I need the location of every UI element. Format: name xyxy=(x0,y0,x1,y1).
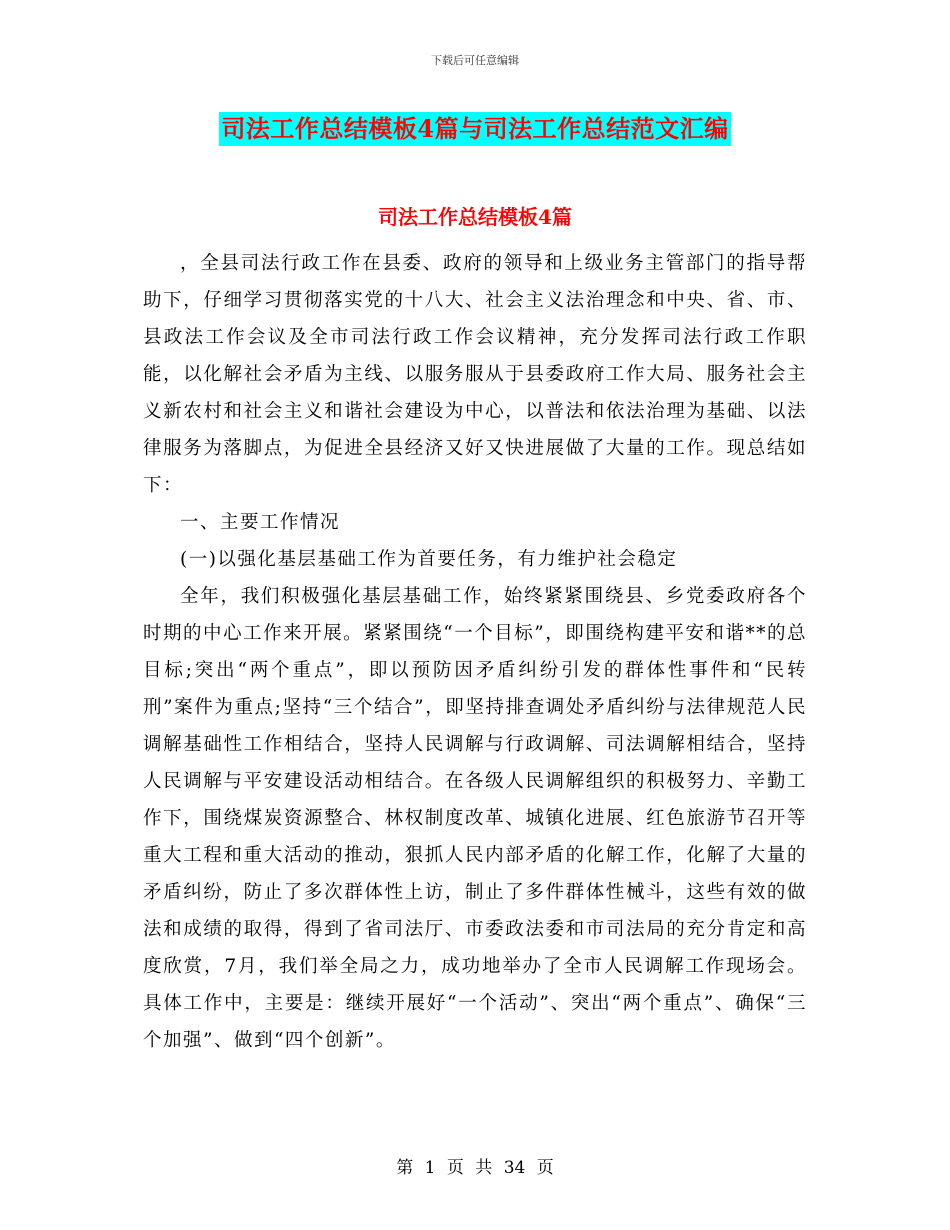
page-label-prefix: 第 xyxy=(396,1158,414,1178)
section-title: 司法工作总结模板4篇 xyxy=(378,205,572,229)
page-number: 1 xyxy=(424,1158,436,1178)
document-body xyxy=(143,245,807,1059)
page-total: 34 xyxy=(503,1158,526,1178)
document-title-text: 司法工作总结模板4篇与司法工作总结范文汇编 xyxy=(219,112,730,146)
page-label-mid2: 共 xyxy=(475,1158,493,1178)
body-subheading-1: (一)以强化基层基础工作为首要任务，有力维护社会稳定 xyxy=(180,549,678,570)
body-heading-main-work: 一、主要工作情况 xyxy=(180,512,341,533)
page-footer xyxy=(0,1153,950,1178)
document-title xyxy=(0,112,950,146)
body-paragraph-intro: ，全县司法行政工作在县委、政府的领导和上级业务主管部门的指导帮助下，仔细学习贯彻落实党的十八大、社会主义法治理念和中央、省、市、县政法工作会议及全市司法行政工作会议精神，充分发挥司法行政工作职能，以化解社会矛盾为主线、以服务服从于县委政府工作大局、服务社会主义新农村和社会主义和谐社会建设为中心，以普法和依法治理为基础、以法律服务为落脚点，为促进全县经济又好又快进展做了大量的工作。现总结如下： xyxy=(143,253,807,496)
body-paragraph-detail: 全年，我们积极强化基层基础工作，始终紧紧围绕县、乡党委政府各个时期的中心工作来开展。紧紧围绕“一个目标”，即围绕构建平安和谐**的总目标;突出“两个重点”，即以预防因矛盾纠纷引发的群体性事件和“民转刑”案件为重点;坚持“三个结合”，即坚持排查调处矛盾纠纷与法律规范人民调解基础性工作相结合，坚持人民调解与行政调解、司法调解相结合，坚持人民调解与平安建设活动相结合。在各级人民调解组织的积极努力、辛勤工作下，围绕煤炭资源整合、林权制度改革、城镇化进展、红色旅游节召开等重大工程和重大活动的推动，狠抓人民内部矛盾的化解工作，化解了大量的矛盾纠纷，防止了多次群体性上访，制止了多件群体性械斗，这些有效的做法和成绩的取得，得到了省司法厅、市委政法委和市司法局的充分肯定和高度欣赏，7月，我们举全局之力，成功地举办了全市人民调解工作现场会。具体工作中，主要是：继续开展好“一个活动”、突出“两个重点”、确保“三个加强”、做到“四个创新”。 xyxy=(143,586,807,1051)
page-header-note: 下载后可任意编辑 xyxy=(431,54,519,67)
page-label-suffix: 页 xyxy=(536,1158,554,1178)
page-label-mid1: 页 xyxy=(446,1158,464,1178)
